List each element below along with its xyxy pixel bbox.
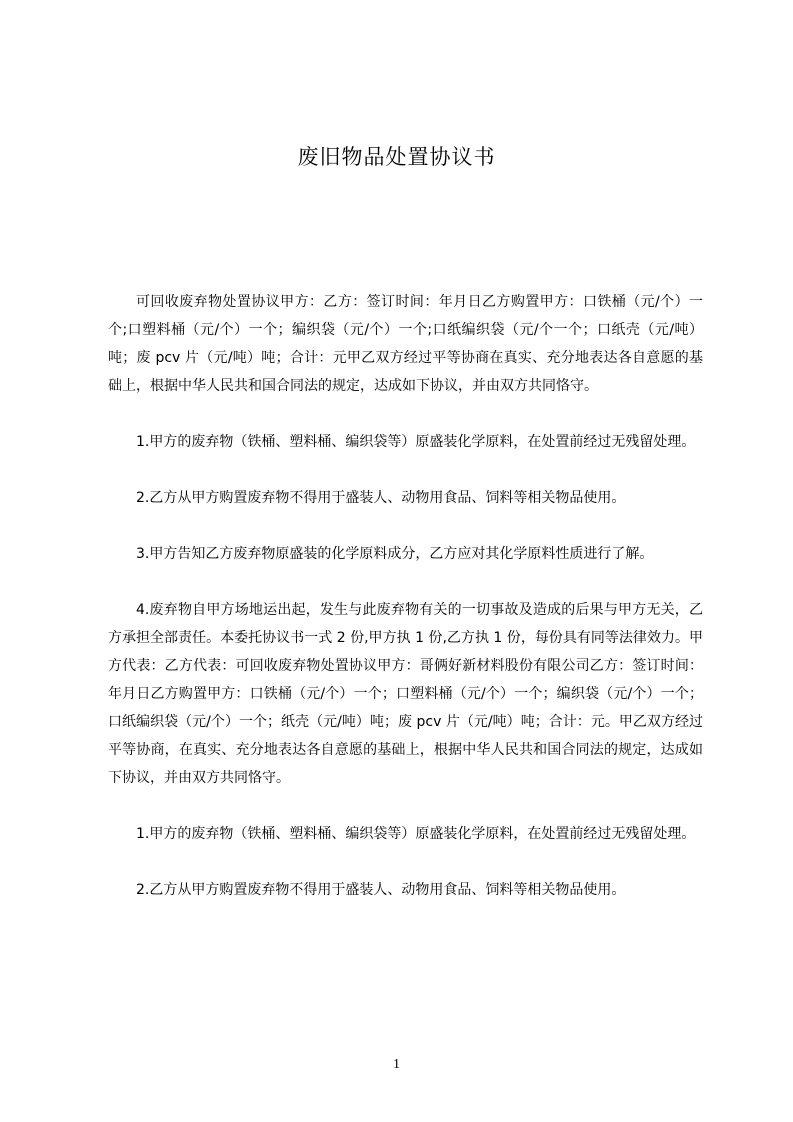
paragraph-clause-1-repeat: 1.甲方的废弃物（铁桶、塑料桶、编织袋等）原盛装化学原料，在处置前经过无残留处理。 bbox=[136, 826, 696, 842]
page-number: 1 bbox=[393, 1057, 400, 1072]
paragraph-intro: 可回收废弃物处置协议甲方：乙方：签订时间：年月日乙方购置甲方：口铁桶（元/个）一个;口塑料桶（元/个）一个；编织袋（元/个）一个;口纸编织袋（元/个一个；口纸壳（元/吨）吨；废 pcv 片（元/吨）吨；合计：元甲乙双方经过平等协商在真实、充分地表达各自意愿的基础上，根据中华人民共和国合同法的规定，达成如下协议，并由双方共同恪守。 bbox=[108, 294, 703, 394]
paragraph-clause-1: 1.甲方的废弃物（铁桶、塑料桶、编织袋等）原盛装化学原料，在处置前经过无残留处理。 bbox=[136, 434, 696, 450]
paragraph-clause-2: 2.乙方从甲方购置废弃物不得用于盛装人、动物用食品、饲料等相关物品使用。 bbox=[136, 490, 626, 506]
paragraph-clause-3: 3.甲方告知乙方废弃物原盛装的化学原料成分，乙方应对其化学原料性质进行了解。 bbox=[136, 546, 654, 562]
document-title: 废旧物品处置协议书 bbox=[297, 145, 496, 169]
paragraph-clause-4: 4.废弃物自甲方场地运出起，发生与此废弃物有关的一切事故及造成的后果与甲方无关，乙方承担全部责任。本委托协议书一式 2 份,甲方执 1 份,乙方执 1 份，每份具有同等法律效力。甲方代表：乙方代表：可回收废弃物处置协议甲方：哥俩好新材料股份有限公司乙方：签订时间：年月日乙方购置甲方：口铁桶（元/个）一个；口塑料桶（元/个）一个；编织袋（元/个）一个；口纸编织袋（元/个）一个；纸壳（元/吨）吨；废 pcv 片（元/吨）吨；合计：元。甲乙双方经过平等协商，在真实、充分地表达各自意愿的基础上，根据中华人民共和国合同法的规定，达成如下协议，并由双方共同恪守。 bbox=[108, 602, 703, 786]
document-body bbox=[108, 288, 703, 932]
paragraph-clause-2-repeat: 2.乙方从甲方购置废弃物不得用于盛装人、动物用食品、饲料等相关物品使用。 bbox=[136, 882, 626, 898]
